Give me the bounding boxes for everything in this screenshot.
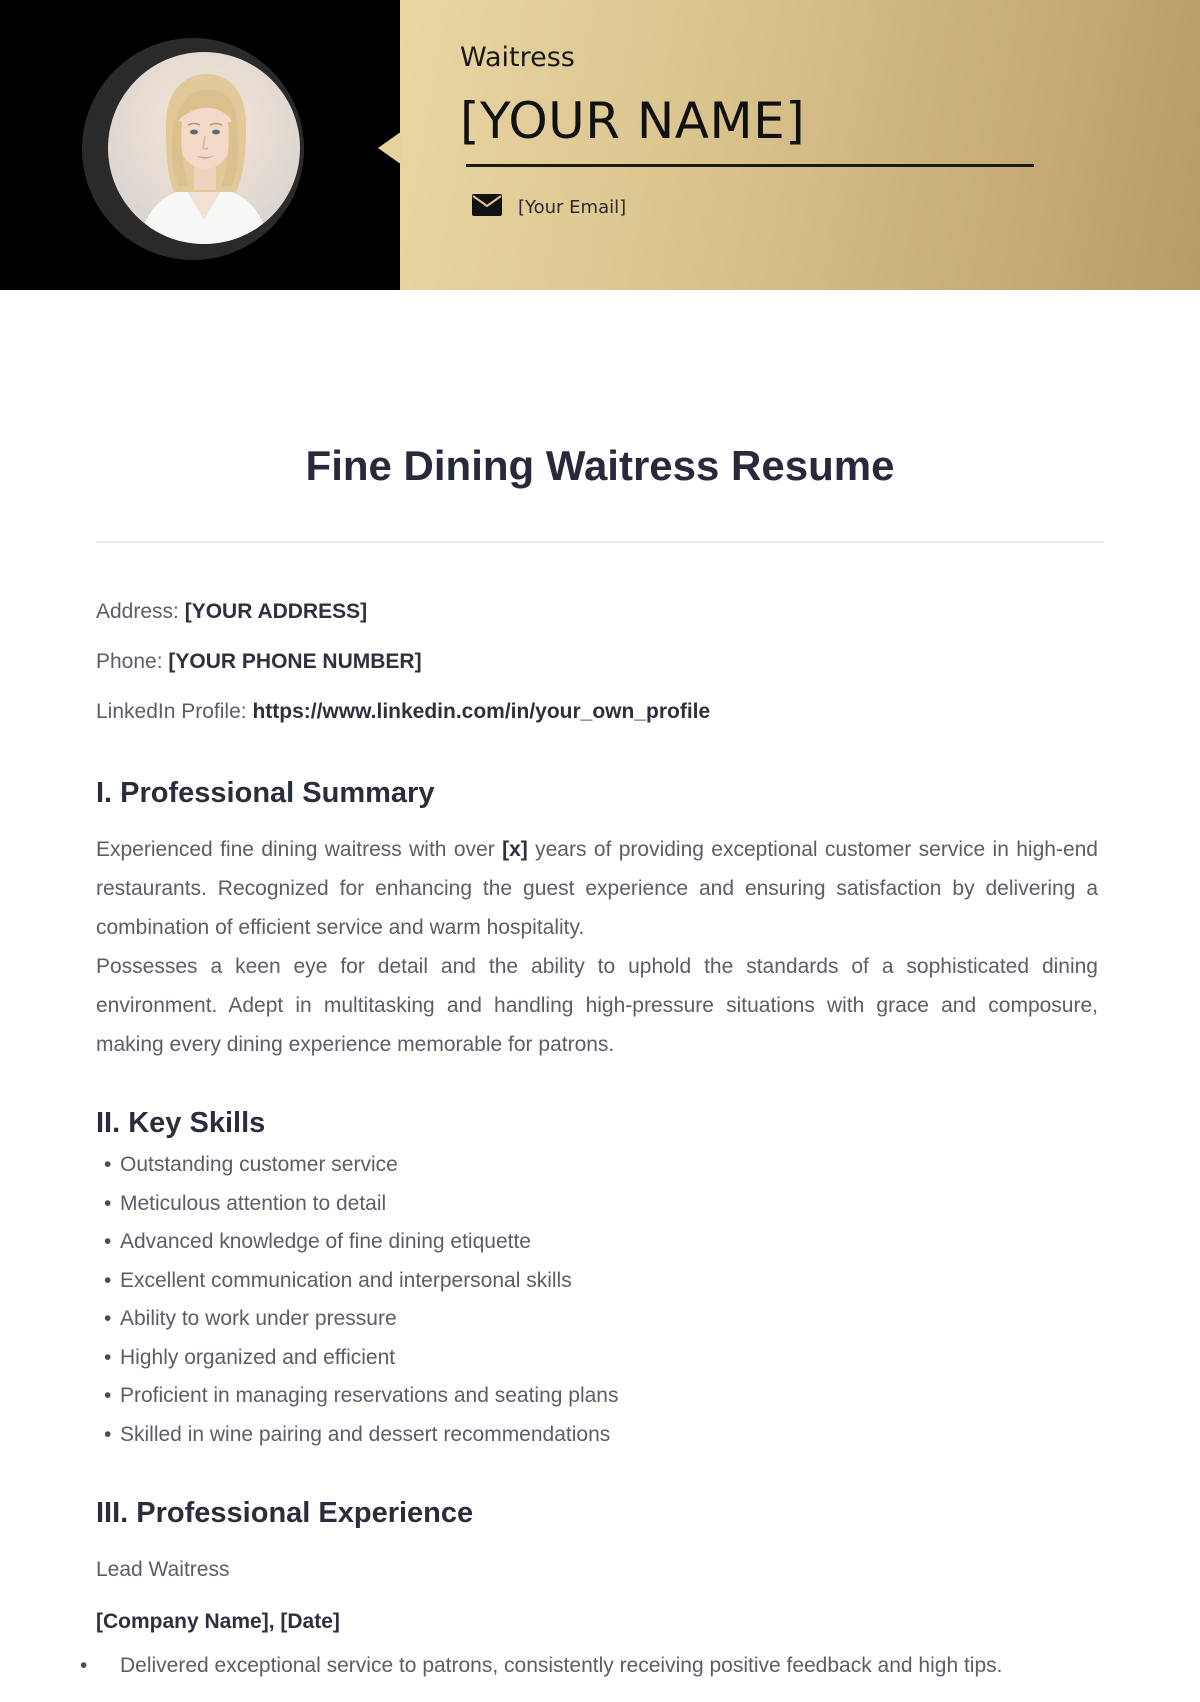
contact-block: [96, 598, 1106, 748]
linkedin-link[interactable]: https://www.linkedin.com/in/your_own_profile: [252, 700, 711, 723]
skills-list: [96, 1146, 618, 1454]
skills-heading: II. Key Skills: [96, 1107, 266, 1139]
experience-bullets: [96, 1646, 1106, 1685]
summary-years-placeholder: [x]: [502, 838, 528, 861]
title-divider: [96, 541, 1104, 543]
phone-label: Phone:: [96, 650, 163, 673]
job-company-date: [Company Name], [Date]: [96, 1610, 340, 1633]
skill-item: • Advanced knowledge of fine dining etiquette: [96, 1223, 618, 1262]
summary-paragraph-1: [96, 830, 1098, 947]
skill-item: • Meticulous attention to detail: [96, 1185, 618, 1224]
experience-heading: III. Professional Experience: [96, 1497, 474, 1529]
role-title: Waitress: [460, 42, 575, 73]
skill-item: • Excellent communication and interpersonal skills: [96, 1262, 618, 1301]
resume-header: [0, 0, 1200, 290]
address-label: Address:: [96, 600, 179, 623]
email-text[interactable]: [Your Email]: [518, 197, 627, 218]
experience-bullet: • Delivered exceptional service to patrons, consistently receiving positive feedback and high tips.: [96, 1646, 1106, 1685]
linkedin-line: [96, 698, 1106, 725]
job-title: Lead Waitress: [96, 1558, 230, 1581]
name-heading: [YOUR NAME]: [460, 92, 806, 150]
summary-p1-start: Experienced fine dining waitress with over: [96, 838, 503, 861]
document-title: Fine Dining Waitress Resume: [305, 442, 895, 489]
profile-photo: [108, 52, 300, 244]
address-line: [96, 598, 1106, 625]
address-value: [YOUR ADDRESS]: [184, 600, 368, 623]
summary-heading: I. Professional Summary: [96, 777, 435, 809]
skill-item: • Highly organized and efficient: [96, 1339, 618, 1378]
email-row: [472, 194, 626, 221]
skill-item: • Proficient in managing reservations and seating plans: [96, 1377, 618, 1416]
envelope-icon: [472, 194, 502, 221]
phone-line: [96, 648, 1106, 675]
skill-item: • Outstanding customer service: [96, 1146, 618, 1185]
summary-p1-end: years of providing exceptional customer service in high-end restaurants. Recognized for enhancing the guest experience and ensuring satisfaction by delivering a combination of efficient service and warm hospitality.: [96, 838, 1098, 939]
linkedin-label: LinkedIn Profile:: [96, 700, 247, 723]
skill-item: • Skilled in wine pairing and dessert recommendations: [96, 1416, 618, 1455]
profile-photo-icon: [108, 52, 300, 244]
header-notch: [378, 131, 402, 165]
skill-item: • Ability to work under pressure: [96, 1300, 618, 1339]
phone-value: [YOUR PHONE NUMBER]: [168, 650, 422, 673]
name-underline: [466, 164, 1034, 167]
summary-paragraph-2: Possesses a keen eye for detail and the ability to uphold the standards of a sophisticated dining environment. Adept in multitasking and handling high-pressure situations with grace and composure, making every dining experience memorable for patrons.: [96, 955, 1098, 1056]
